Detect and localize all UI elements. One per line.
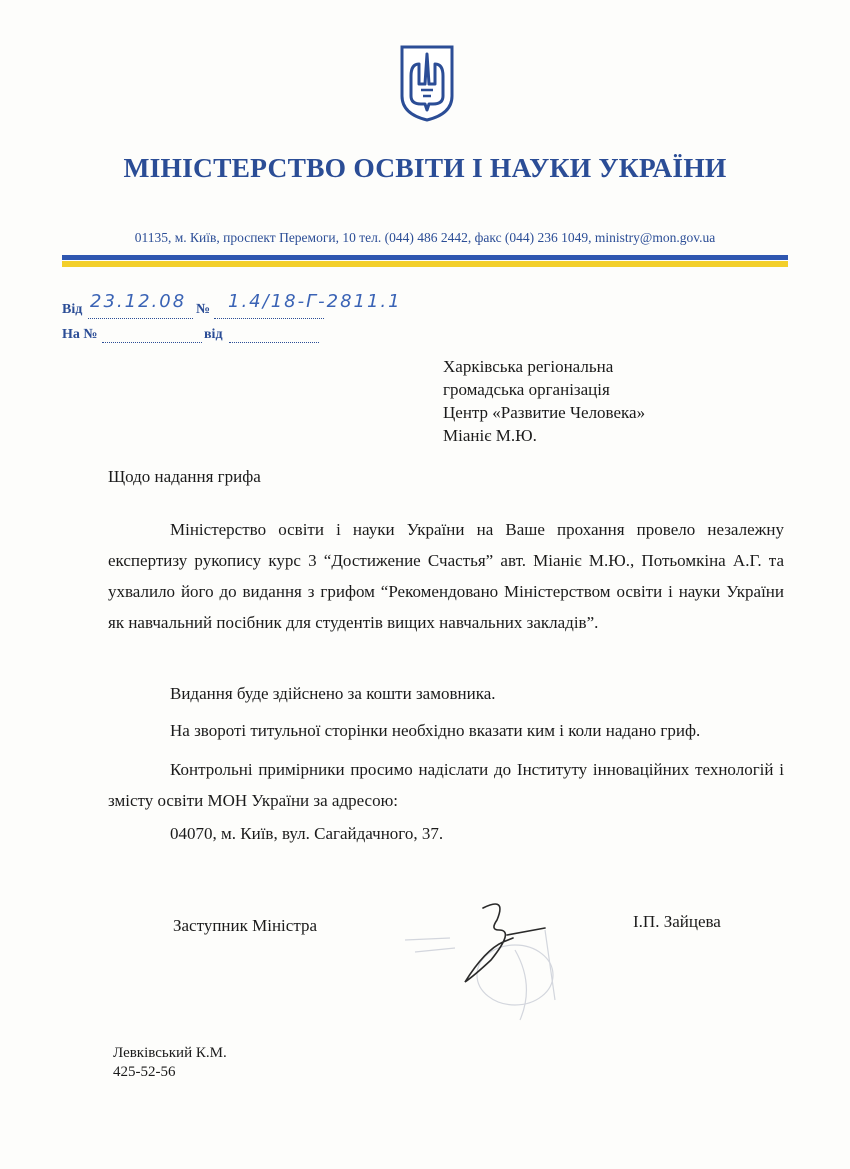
letter-subject: Щодо надання грифа <box>108 467 261 486</box>
executor-name: Левківський К.М. <box>113 1045 227 1061</box>
body-paragraph-1 <box>108 514 784 638</box>
trident-emblem-icon <box>399 44 455 122</box>
from-date-value: 23.12.08 <box>90 291 187 312</box>
ministry-title: МІНІСТЕРСТВО ОСВІТИ І НАУКИ УКРАЇНИ <box>123 152 727 183</box>
body-paragraph-4 <box>108 754 784 816</box>
from-date-line <box>88 318 193 319</box>
flag-stripe <box>62 255 788 267</box>
paragraph-text: Міністерство освіти і науки України на Ваше прохання провело незалежну експертизу рукопису курс 3 “Достижение Счастья” авт. Міаніє М.Ю., Потьомкіна А.Г. та ухвалило його до видання з грифом “Рекомендовано Міністерством освіти і науки України як навчальний посібник для студентів вищих навчальних закладів”. <box>108 520 784 632</box>
number-label: № <box>196 302 211 317</box>
ministry-address: 01135, м. Київ, проспект Перемоги, 10 тел. (044) 486 2442, факс (044) 236 1049, ministry@mon.gov.ua <box>134 230 716 245</box>
handwritten-signature-icon <box>395 890 595 1040</box>
number-value: 1.4/18-Г-2811.1 <box>228 291 402 312</box>
ref-from-label: від <box>204 327 223 342</box>
recipient-line: Центр «Развитие Человека» <box>443 403 646 422</box>
body-paragraph-3: На звороті титульної сторінки необхідно вказати ким і коли надано гриф. <box>170 721 701 740</box>
number-line <box>214 318 324 319</box>
ref-label: На № <box>62 327 98 342</box>
recipient-line: Харківська регіональна <box>443 357 614 376</box>
recipient-line: громадська організація <box>443 380 610 399</box>
signatory-title: Заступник Міністра <box>173 916 318 935</box>
return-address: 04070, м. Київ, вул. Сагайдачного, 37. <box>170 824 444 843</box>
recipient-block <box>443 355 645 447</box>
ref-date-line <box>229 342 319 343</box>
from-label: Від <box>62 302 83 317</box>
executor-phone: 425-52-56 <box>113 1064 176 1080</box>
ref-number-line <box>102 342 202 343</box>
recipient-line: Міаніє М.Ю. <box>443 426 537 445</box>
body-paragraph-2: Видання буде здійснено за кошти замовника. <box>170 684 496 703</box>
paragraph-text: Контрольні примірники просимо надіслати до Інституту інноваційних технологій і змісту освіти МОН України за адресою: <box>108 760 784 810</box>
signatory-name: І.П. Зайцева <box>633 912 721 931</box>
